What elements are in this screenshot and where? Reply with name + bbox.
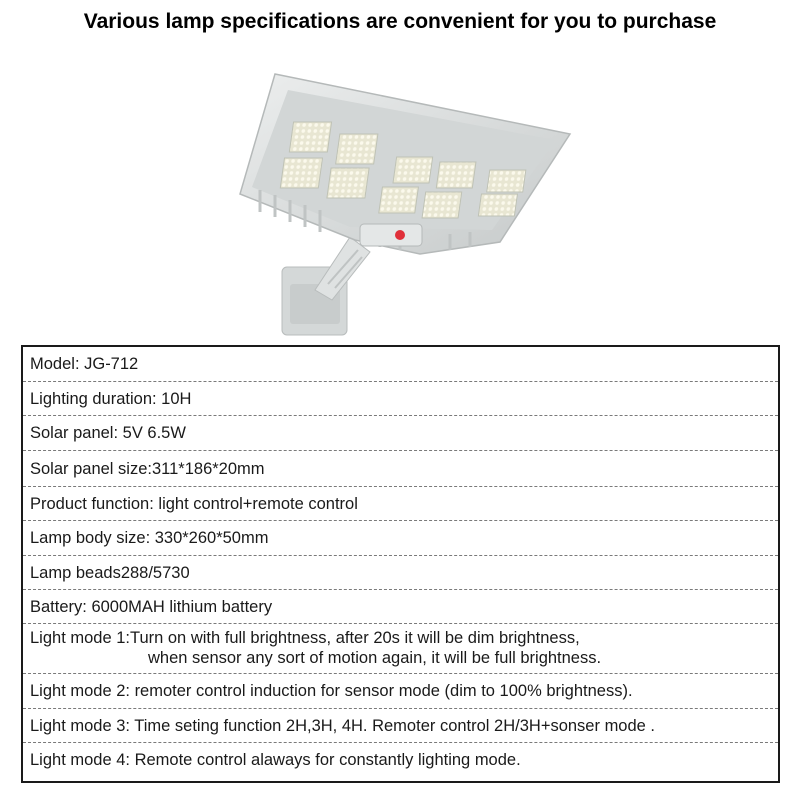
spec-model-text: Model: JG-712 <box>30 355 139 373</box>
spec-battery-text: Battery: 6000MAH lithium battery <box>30 598 273 616</box>
spec-light-mode-2-text: Light mode 2: remoter control induction for sensor mode (dim to 100% brightness). <box>30 682 633 700</box>
spec-lighting-duration <box>23 382 778 416</box>
spec-lamp-body-size <box>23 521 778 556</box>
spec-solar-panel-size <box>23 451 778 487</box>
spec-lamp-body-size-text: Lamp body size: 330*260*50mm <box>30 529 269 547</box>
spec-light-mode-3-text: Light mode 3: Time seting function 2H,3H, 4H. Remoter control 2H/3H+sonser mode . <box>30 717 656 735</box>
spec-light-mode-1 <box>23 624 778 674</box>
spec-solar-panel-text: Solar panel: 5V 6.5W <box>30 424 186 442</box>
spec-lighting-duration-text: Lighting duration: 10H <box>30 390 192 408</box>
solar-street-lamp-icon <box>220 62 590 347</box>
spec-solar-panel <box>23 416 778 451</box>
specs-table <box>21 345 780 783</box>
spec-light-mode-1-text: Light mode 1:Turn on with full brightness, after 20s it will be dim brightness, <box>30 629 580 647</box>
spec-product-function <box>23 487 778 521</box>
spec-product-function-text: Product function: light control+remote control <box>30 495 358 513</box>
spec-light-mode-2 <box>23 674 778 709</box>
spec-lamp-beads <box>23 556 778 590</box>
spec-light-mode-3 <box>23 709 778 743</box>
spec-lamp-beads-text: Lamp beads288/5730 <box>30 564 190 582</box>
spec-light-mode-1-continuation: when sensor any sort of motion again, it will be full brightness. <box>148 649 602 667</box>
spec-light-mode-4-text: Light mode 4: Remote control alaways for constantly lighting mode. <box>30 751 521 769</box>
page-title: Various lamp specifications are convenient for you to purchase <box>83 10 717 33</box>
spec-light-mode-4 <box>23 743 778 778</box>
spec-battery <box>23 590 778 624</box>
spec-model <box>23 347 778 382</box>
spec-solar-panel-size-text: Solar panel size:311*186*20mm <box>30 460 265 478</box>
